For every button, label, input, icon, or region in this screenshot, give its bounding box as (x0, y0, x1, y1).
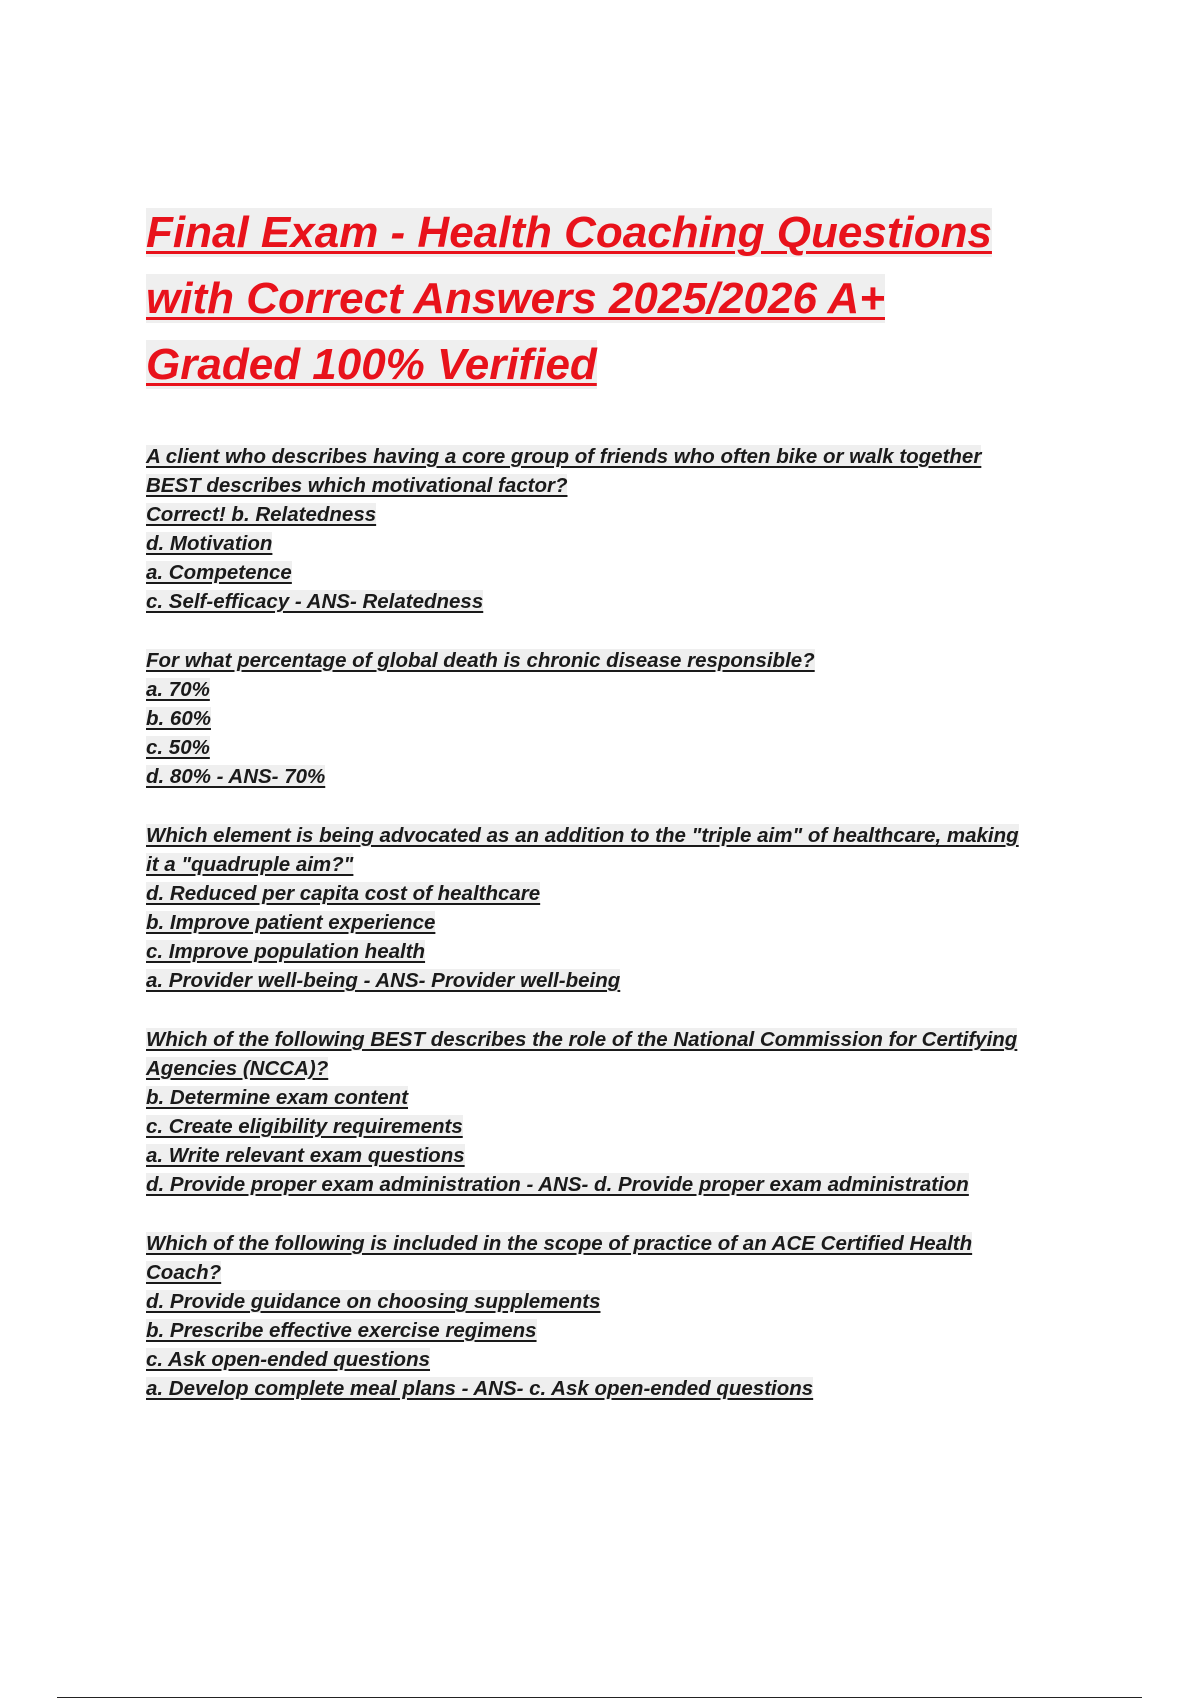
answer-option: b. Improve patient experience (146, 911, 436, 934)
question-text: A client who describes having a core group of friends who often bike or walk together (146, 445, 982, 468)
question-block-4 (146, 1025, 1096, 1199)
question-text: Which of the following is included in the scope of practice of an ACE Certified Health (146, 1232, 973, 1255)
answer-option: Correct! b. Relatedness (146, 503, 377, 526)
title-line-3: Graded 100% Verified (146, 340, 597, 389)
answer-option: c. Improve population health (146, 940, 426, 963)
question-text: Which element is being advocated as an addition to the "triple aim" of healthcare, making (146, 824, 1019, 847)
question-text: Which of the following BEST describes the role of the National Commission for Certifying (146, 1028, 1018, 1051)
answer-option: a. Competence (146, 561, 292, 584)
title-line-1: Final Exam - Health Coaching Questions (146, 208, 992, 257)
answer-option: d. Provide guidance on choosing supplements (146, 1290, 601, 1313)
answer-option: d. 80% - ANS- 70% (146, 765, 326, 788)
answer-option: d. Reduced per capita cost of healthcare (146, 882, 541, 905)
answer-option: d. Provide proper exam administration - ANS- d. Provide proper exam administration (146, 1173, 969, 1196)
answer-option: c. Create eligibility requirements (146, 1115, 463, 1138)
question-block-2 (146, 646, 1096, 791)
answer-option: b. Prescribe effective exercise regimens (146, 1319, 537, 1342)
question-block-3 (146, 821, 1096, 995)
footer-divider (57, 1697, 1142, 1698)
question-text: For what percentage of global death is chronic disease responsible? (146, 649, 815, 672)
answer-option: a. Develop complete meal plans - ANS- c. Ask open-ended questions (146, 1377, 814, 1400)
question-text: BEST describes which motivational factor? (146, 474, 568, 497)
title-line-2: with Correct Answers 2025/2026 A+ (146, 274, 885, 323)
document-title (146, 200, 1096, 398)
answer-option: d. Motivation (146, 532, 273, 555)
question-text: Coach? (146, 1261, 222, 1284)
question-block-1 (146, 442, 1096, 616)
answer-option: b. Determine exam content (146, 1086, 409, 1109)
answer-option: b. 60% (146, 707, 211, 730)
question-text: it a "quadruple aim?" (146, 853, 354, 876)
answer-option: a. 70% (146, 678, 210, 701)
document-content (146, 200, 1096, 1433)
answer-option: c. 50% (146, 736, 210, 759)
answer-option: a. Provider well-being - ANS- Provider well-being (146, 969, 621, 992)
answer-option: a. Write relevant exam questions (146, 1144, 465, 1167)
question-text: Agencies (NCCA)? (146, 1057, 329, 1080)
answer-option: c. Ask open-ended questions (146, 1348, 431, 1371)
question-block-5 (146, 1229, 1096, 1403)
answer-option: c. Self-efficacy - ANS- Relatedness (146, 590, 484, 613)
